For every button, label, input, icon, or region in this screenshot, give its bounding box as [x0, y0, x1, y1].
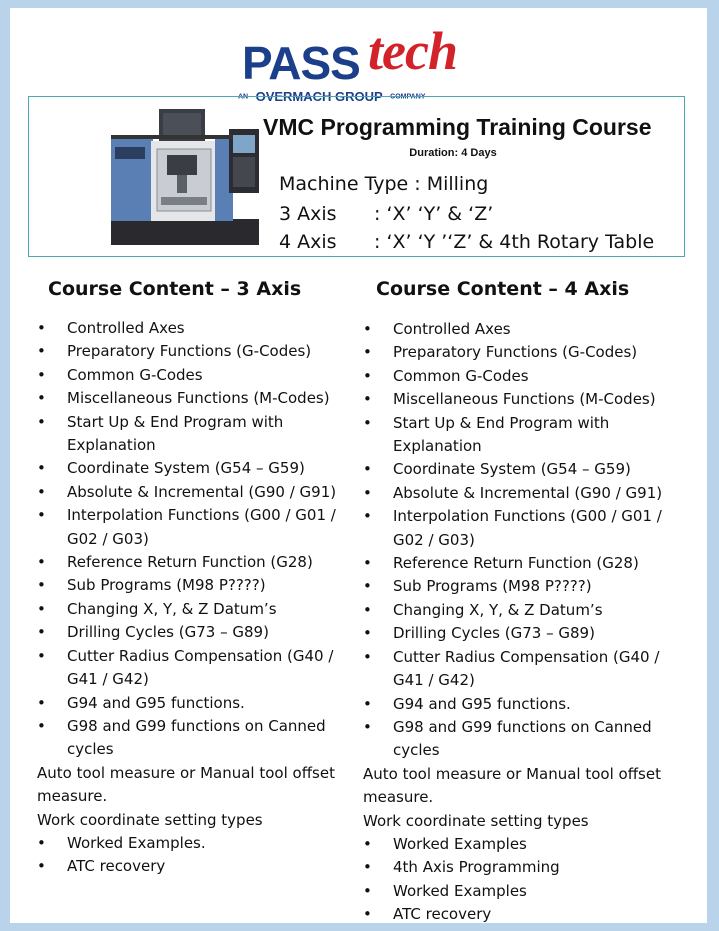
- list-item: • Interpolation Functions (G00 / G01 / G02 / G03): [363, 505, 685, 552]
- logo-pass-text: PASS: [242, 37, 360, 89]
- col3-tail-list: [37, 832, 342, 879]
- axis4-label: 4 Axis: [279, 231, 337, 253]
- list-item: • G94 and G95 functions.: [37, 692, 342, 715]
- list-item: • 4th Axis Programming: [363, 856, 685, 879]
- course-title: VMC Programming Training Course: [263, 114, 652, 140]
- list-item: • Drilling Cycles (G73 – G89): [37, 621, 342, 644]
- list-item: • Interpolation Functions (G00 / G01 / G02 / G03): [37, 504, 342, 551]
- axis4-spec: [279, 231, 654, 253]
- list-item: • Controlled Axes: [37, 317, 342, 340]
- course-duration: Duration: 4 Days: [409, 147, 497, 159]
- list-item: • Preparatory Functions (G-Codes): [363, 341, 685, 364]
- list-item: • Cutter Radius Compensation (G40 / G41 / G42): [363, 646, 685, 693]
- list-item: • Changing X, Y, & Z Datum’s: [37, 598, 342, 621]
- logo-sub-name: OVERMACH GROUP: [255, 89, 383, 105]
- list-item: • ATC recovery: [363, 903, 685, 926]
- col3-work-coordinate-text: Work coordinate setting types: [37, 810, 263, 829]
- list-item: • Reference Return Function (G28): [363, 552, 685, 575]
- list-item: • Worked Examples: [363, 833, 685, 856]
- list-item: • Drilling Cycles (G73 – G89): [363, 622, 685, 645]
- col3-heading: Course Content – 3 Axis: [48, 278, 302, 300]
- list-item: • Sub Programs (M98 P????): [37, 574, 342, 597]
- col4-tail-list: [363, 833, 685, 927]
- list-item: • Controlled Axes: [363, 318, 685, 341]
- list-item: • Changing X, Y, & Z Datum’s: [363, 599, 685, 622]
- axis4-value: : ‘X’ ‘Y ’‘Z’ & 4th Rotary Table: [374, 231, 655, 253]
- col4-work-coordinate-text: Work coordinate setting types: [363, 811, 589, 830]
- list-item: • Coordinate System (G54 – G59): [37, 457, 342, 480]
- vmc-machine-image: [107, 107, 262, 247]
- col3-list: [37, 317, 342, 762]
- list-item: • Coordinate System (G54 – G59): [363, 458, 685, 481]
- machine-type: Machine Type : Milling: [279, 173, 489, 195]
- list-item: • Absolute & Incremental (G90 / G91): [363, 482, 685, 505]
- list-item: • G98 and G99 functions on Canned cycles: [37, 715, 342, 762]
- col3-tool-measure-text: Auto tool measure or Manual tool offset measure.: [37, 763, 335, 806]
- list-item: • Common G-Codes: [363, 365, 685, 388]
- list-item: • Miscellaneous Functions (M-Codes): [37, 387, 342, 410]
- axis3-value: : ‘X’ ‘Y’ & ‘Z’: [374, 203, 494, 225]
- brochure-page: [10, 8, 707, 923]
- passtech-logo: [238, 20, 508, 105]
- logo-sub-prefix: AN: [238, 93, 249, 101]
- list-item: • G98 and G99 functions on Canned cycles: [363, 716, 685, 763]
- course-header-box: [28, 96, 685, 257]
- col4-heading: Course Content – 4 Axis: [376, 278, 630, 300]
- list-item: • Cutter Radius Compensation (G40 / G41 / G42): [37, 645, 342, 692]
- list-item: • ATC recovery: [37, 855, 342, 878]
- list-item: • Start Up & End Program with Explanation: [363, 412, 685, 459]
- list-item: • G94 and G95 functions.: [363, 693, 685, 716]
- list-item: • Worked Examples: [363, 880, 685, 903]
- logo-tech-text: tech: [368, 21, 457, 81]
- list-item: • Worked Examples.: [37, 832, 342, 855]
- col3-content: [37, 317, 342, 879]
- axis3-label: 3 Axis: [279, 203, 337, 225]
- logo-sub-suffix: COMPANY: [390, 93, 426, 101]
- col4-list: [363, 318, 685, 763]
- list-item: • Start Up & End Program with Explanation: [37, 411, 342, 458]
- list-item: • Sub Programs (M98 P????): [363, 575, 685, 598]
- list-item: • Reference Return Function (G28): [37, 551, 342, 574]
- list-item: • Common G-Codes: [37, 364, 342, 387]
- list-item: • Preparatory Functions (G-Codes): [37, 340, 342, 363]
- list-item: • Miscellaneous Functions (M-Codes): [363, 388, 685, 411]
- list-item: • Absolute & Incremental (G90 / G91): [37, 481, 342, 504]
- col4-tool-measure-text: Auto tool measure or Manual tool offset measure.: [363, 764, 661, 807]
- col4-content: [363, 318, 685, 927]
- axis3-spec: [279, 203, 493, 225]
